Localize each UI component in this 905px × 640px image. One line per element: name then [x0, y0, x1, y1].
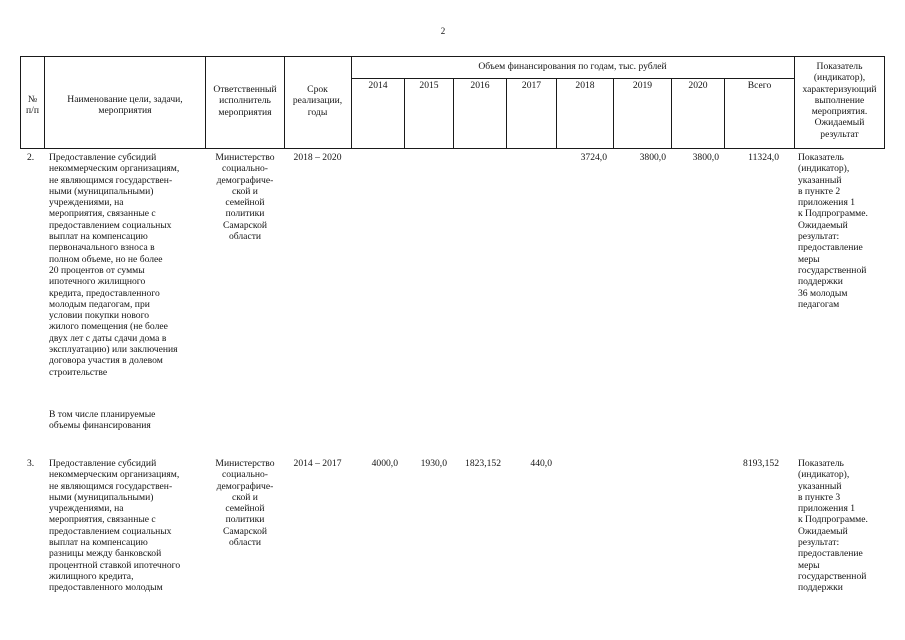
- header-name: Наименование цели, задачи, мероприятия: [67, 94, 183, 117]
- row-2-note: В том числе планируемые объемы финансирования: [49, 409, 156, 432]
- header-total: Всего: [747, 80, 772, 91]
- header-year-2016: 2016: [470, 80, 490, 91]
- header-year-2018: 2018: [575, 80, 595, 91]
- row-3-total: 8193,152: [743, 458, 779, 469]
- row-3-period: 2014 – 2017: [293, 458, 342, 469]
- header-year-2020: 2020: [688, 80, 708, 91]
- row-2-total: 11324,0: [748, 152, 779, 163]
- header-year-2015: 2015: [419, 80, 439, 91]
- row-3-value-2016: 1823,152: [465, 458, 501, 469]
- row-3-num: 3.: [27, 458, 35, 469]
- row-2-num: 2.: [27, 152, 35, 163]
- row-3-indicator: Показатель (индикатор), указанный в пункте 3 приложения 1 к Подпрограмме. Ожидаемый результат: предоставление меры государственной поддержки: [798, 458, 868, 594]
- row-2-value-2020: 3800,0: [692, 152, 719, 163]
- row-2-value-2018: 3724,0: [580, 152, 607, 163]
- header-indicator: Показатель (индикатор), характеризующий выполнение мероприятия. Ожидаемый результат: [802, 61, 877, 140]
- row-3-value-2015: 1930,0: [420, 458, 447, 469]
- header-num: № п/п: [26, 94, 39, 117]
- header-year-2017: 2017: [521, 80, 542, 91]
- header-year-2019: 2019: [632, 80, 653, 91]
- row-2-period: 2018 – 2020: [293, 152, 342, 163]
- year-header-divider: [351, 78, 794, 79]
- row-3-name: Предоставление субсидий некоммерческим организациям, не являющимся государствен- ными (муниципальными) учреждениями, на мероприятия, связанные с предоставлением социальных выплат на компенсацию разницы между банковской процентной ставкой ипотечного жилищного кредита, предоставленного молодым: [49, 458, 181, 594]
- header-financing: Объем финансирования по годам, тыс. рублей: [478, 61, 667, 72]
- row-3-value-2014: 4000,0: [371, 458, 398, 469]
- row-3-responsible: Министерство социально- демографиче- ской и семейной политики Самарской области: [215, 458, 275, 549]
- row-2-value-2019: 3800,0: [639, 152, 666, 163]
- row-2-indicator: Показатель (индикатор), указанный в пункте 2 приложения 1 к Подпрограмме. Ожидаемый результат: предоставление меры государственной поддержки 36 молодым педагогам: [798, 152, 868, 310]
- column-divider: [884, 56, 885, 148]
- row-3-value-2017: 440,0: [530, 458, 552, 469]
- header-period: Срок реализации, годы: [292, 84, 343, 118]
- table-top-border: [20, 56, 885, 57]
- row-2-responsible: Министерство социально- демографиче- ской и семейной политики Самарской области: [215, 152, 275, 243]
- header-year-2014: 2014: [368, 80, 388, 91]
- header-responsible: Ответственный исполнитель мероприятия: [213, 84, 277, 118]
- header-bottom-border: [20, 148, 885, 149]
- row-2-name: Предоставление субсидий некоммерческим организациям, не являющимся государствен- ными (муниципальными) учреждениями, на мероприятия, связанные с предоставлением социальных выплат на компенсацию первоначального взноса в полном объеме, но не более 20 процентов от суммы ипотечного жилищного кредита, предоставленного молодым педагогам, при условии покупки нового жилого помещения (не более двух лет с даты сдачи дома в эксплуатацию) или заключения договора участия в долевом строительстве: [49, 152, 180, 378]
- page-number: 2: [440, 26, 446, 36]
